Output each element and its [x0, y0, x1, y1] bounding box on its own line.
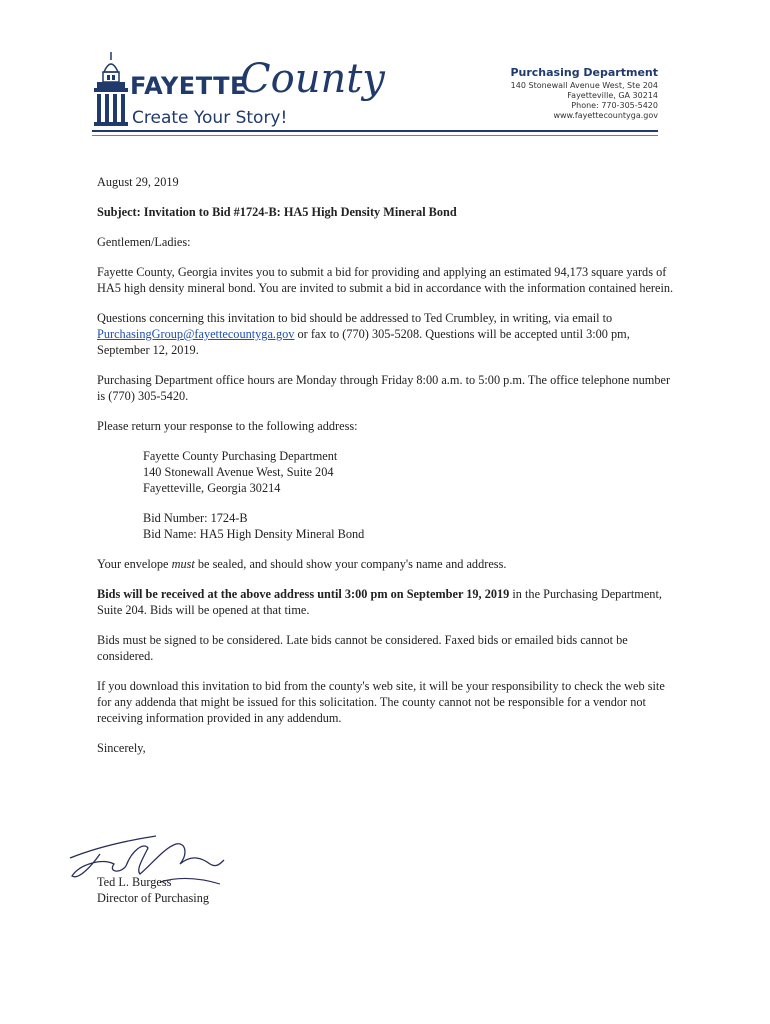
envelope-text-end: be sealed, and should show your company's name and address. [194, 557, 507, 571]
envelope-emphasis: must [171, 557, 195, 571]
logo-tagline: Create Your Story! [132, 108, 288, 128]
return-address-line: Fayetteville, Georgia 30214 [143, 481, 281, 495]
department-address-line2: Fayetteville, GA 30214 [567, 91, 658, 100]
bid-number: Bid Number: 1724-B [143, 511, 248, 525]
signer-title: Director of Purchasing [97, 891, 210, 905]
fayette-county-logo [92, 50, 385, 134]
questions-text-start: Questions concerning this invitation to bid should be addressed to Ted Crumbley, in writing, via email to [97, 311, 613, 325]
paragraph-questions [97, 310, 677, 358]
deadline-bold-text: Bids will be received at the above address until 3:00 pm on September 19, 2019 [97, 587, 510, 601]
return-address-line: 140 Stonewall Avenue West, Suite 204 [143, 465, 334, 479]
return-address-line: Fayette County Purchasing Department [143, 449, 338, 463]
courthouse-icon [92, 50, 130, 134]
paragraph-addenda: If you download this invitation to bid from the county's web site, it will be your responsibility to check the web site for any addenda that might be issued for this solicitation. The county cannot not be responsible for a vendor not receiving information provided in any addendum. [97, 679, 665, 725]
department-phone: Phone: 770-305-5420 [571, 101, 658, 110]
letter-salutation: Gentlemen/Ladies: [97, 235, 191, 249]
deadline-text-end: in the Purchasing Department, Suite 204. Bids will be opened at that time. [97, 587, 662, 617]
signer-name: Ted L. Burgess [97, 875, 172, 889]
paragraph-office-hours: Purchasing Department office hours are Monday through Friday 8:00 a.m. to 5:00 p.m. The office telephone number is (770) 305-5420. [97, 373, 671, 403]
paragraph-return-address: Please return your response to the following address: [97, 419, 358, 433]
paragraph-intro: Fayette County, Georgia invites you to submit a bid for providing and applying an estimated 94,173 square yards of HA5 high density mineral bond. You are invited to submit a bid in accordance with the information contained herein. [97, 265, 674, 295]
letterhead-divider [92, 130, 658, 132]
bid-name: Bid Name: HA5 High Density Mineral Bond [143, 527, 365, 541]
letter-closing: Sincerely, [97, 741, 146, 755]
bid-info-block [143, 510, 677, 542]
department-contact-block [510, 66, 658, 121]
return-address-block [143, 448, 677, 496]
logo-fayette-word: FAYETTE [130, 72, 247, 100]
letter-body [97, 174, 677, 770]
department-website: www.fayettecountyga.gov [553, 111, 658, 120]
letterhead-divider-thin [92, 135, 658, 136]
paragraph-envelope [97, 556, 677, 572]
department-name: Purchasing Department [510, 66, 658, 79]
paragraph-deadline [97, 586, 677, 618]
envelope-text-start: Your envelope [97, 557, 172, 571]
letter-subject: Subject: Invitation to Bid #1724-B: HA5 High Density Mineral Bond [97, 205, 457, 219]
letter-date: August 29, 2019 [97, 175, 179, 189]
logo-county-word: County [240, 56, 385, 102]
questions-text-end: or fax to (770) 305-5208. Questions will be accepted until 3:00 pm, September 12, 2019. [97, 327, 630, 357]
paragraph-signed-bids: Bids must be signed to be considered. Late bids cannot be considered. Faxed bids or emailed bids cannot be considered. [97, 633, 628, 663]
signer-block [97, 874, 209, 906]
purchasing-email-link[interactable]: PurchasingGroup@fayettecountyga.gov [97, 327, 295, 341]
department-address-line1: 140 Stonewall Avenue West, Ste 204 [510, 81, 658, 90]
